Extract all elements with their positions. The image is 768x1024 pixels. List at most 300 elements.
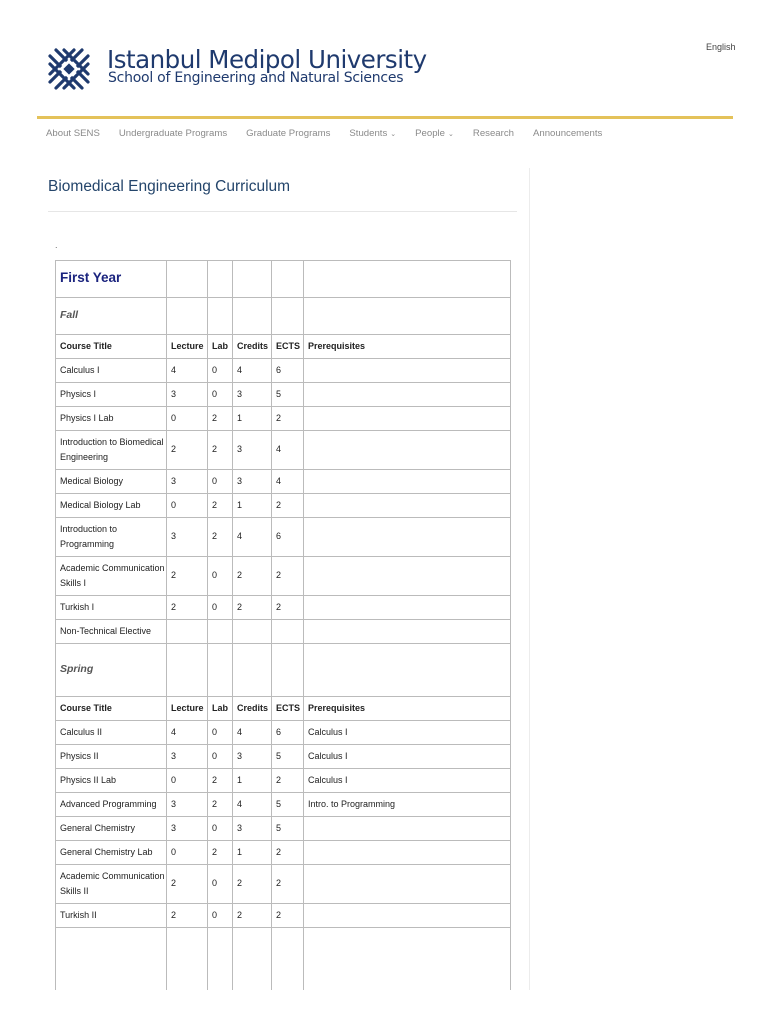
- table-cell: [167, 298, 208, 335]
- table-cell: [233, 745, 272, 769]
- table-cell: [56, 841, 167, 865]
- table-cell: [233, 383, 272, 407]
- table-cell: [167, 928, 208, 998]
- cell-text: 2: [237, 570, 243, 581]
- cell-text: 2: [171, 444, 177, 455]
- cell-text: 4: [276, 475, 282, 486]
- cell-text: 2: [276, 570, 282, 581]
- table-row: [56, 431, 511, 470]
- table-cell: [304, 644, 511, 697]
- table-cell: [304, 620, 511, 644]
- title-divider: [48, 211, 517, 212]
- cell-text: ECTS: [276, 702, 301, 713]
- cell-text: Calculus I: [308, 774, 348, 785]
- table-cell: [56, 261, 167, 298]
- table-cell: [167, 494, 208, 518]
- table-cell: [56, 494, 167, 518]
- table-cell: [272, 928, 304, 998]
- cell-text: 2: [212, 774, 218, 785]
- cell-text: 2: [212, 531, 218, 542]
- cell-text: 2: [276, 909, 282, 920]
- cell-text: Credits: [237, 702, 269, 713]
- table-row: [56, 817, 511, 841]
- cell-text: 5: [276, 388, 282, 399]
- table-cell: [272, 841, 304, 865]
- cell-text: 1: [237, 499, 243, 510]
- table-cell: [233, 841, 272, 865]
- table-row: [56, 865, 511, 904]
- viewport-bottom: [0, 990, 768, 1024]
- table-cell: [304, 335, 511, 359]
- table-cell: [304, 298, 511, 335]
- cell-text: 2: [276, 878, 282, 889]
- cell-text: 4: [171, 726, 177, 737]
- table-row: [56, 769, 511, 793]
- table-cell: [167, 518, 208, 557]
- cell-text: 0: [171, 774, 177, 785]
- cell-text: 0: [171, 412, 177, 423]
- table-cell: [304, 494, 511, 518]
- cell-text: 6: [276, 364, 282, 375]
- cell-text: 3: [171, 822, 177, 833]
- table-cell: [272, 817, 304, 841]
- table-row: [56, 841, 511, 865]
- cell-text: Turkish II: [60, 909, 97, 920]
- cell-text: 2: [276, 774, 282, 785]
- table-cell: [56, 793, 167, 817]
- cell-text: 0: [212, 570, 218, 581]
- nav-label: Undergraduate Programs: [118, 128, 228, 139]
- table-row: [56, 596, 511, 620]
- table-cell: [233, 817, 272, 841]
- table-cell: [233, 904, 272, 928]
- cell-text: 4: [171, 364, 177, 375]
- table-cell: [272, 407, 304, 431]
- table-cell: [208, 383, 233, 407]
- table-cell: [272, 557, 304, 596]
- cell-text: 2: [212, 412, 218, 423]
- table-cell: [233, 518, 272, 557]
- cell-text: 4: [237, 531, 243, 542]
- cell-text: 0: [212, 601, 218, 612]
- nav-label: About SENS: [46, 128, 100, 139]
- table-cell: [233, 620, 272, 644]
- header-divider: [37, 116, 733, 119]
- table-cell: [304, 431, 511, 470]
- table-cell: [272, 261, 304, 298]
- table-cell: [167, 431, 208, 470]
- table-cell: [272, 596, 304, 620]
- table-cell: [233, 769, 272, 793]
- table-cell: [208, 620, 233, 644]
- nav-item-students[interactable]: [349, 128, 396, 146]
- cell-text: Lecture: [171, 340, 204, 351]
- table-cell: [233, 431, 272, 470]
- cell-text: 0: [171, 499, 177, 510]
- cell-text: Prerequisites: [308, 702, 366, 713]
- cell-text: 0: [212, 909, 218, 920]
- table-cell: [272, 865, 304, 904]
- sidebar-divider: [529, 168, 530, 990]
- cell-text: 3: [237, 388, 243, 399]
- table-row: [56, 928, 511, 998]
- cell-text: Fall: [60, 309, 79, 322]
- cell-text: 1: [237, 774, 243, 785]
- cell-text: Course Title: [60, 340, 112, 351]
- university-name[interactable]: Istanbul Medipol University: [107, 45, 427, 74]
- table-cell: [56, 865, 167, 904]
- cell-text: ECTS: [276, 340, 301, 351]
- cell-text: 4: [237, 364, 243, 375]
- cell-text: Calculus II: [60, 726, 103, 737]
- table-cell: [208, 817, 233, 841]
- table-row: [56, 470, 511, 494]
- table-cell: [233, 596, 272, 620]
- table-cell: [167, 644, 208, 697]
- cell-text: 1: [237, 412, 243, 423]
- table-cell: [167, 470, 208, 494]
- cell-text: Credits: [237, 340, 269, 351]
- table-cell: [304, 928, 511, 998]
- cell-text: 6: [276, 726, 282, 737]
- table-cell: [167, 769, 208, 793]
- semester-row: [56, 644, 511, 697]
- table-row: [56, 494, 511, 518]
- cell-text: 2: [212, 499, 218, 510]
- nav-item-people[interactable]: [415, 128, 454, 146]
- cell-text: 2: [276, 412, 282, 423]
- cell-text: Advanced Programming: [60, 798, 157, 809]
- cell-text: 3: [171, 531, 177, 542]
- nav-label: Announcements: [532, 128, 603, 139]
- table-cell: [56, 817, 167, 841]
- table-cell: [56, 644, 167, 697]
- cell-text: 0: [212, 822, 218, 833]
- table-cell: [304, 745, 511, 769]
- table-cell: [304, 383, 511, 407]
- table-cell: [272, 721, 304, 745]
- nav-label: Research: [472, 128, 514, 139]
- table-cell: [208, 841, 233, 865]
- table-cell: [272, 335, 304, 359]
- table-cell: [208, 928, 233, 998]
- table-cell: [208, 298, 233, 335]
- cell-text: Physics I: [60, 388, 97, 399]
- cell-text: 2: [212, 846, 218, 857]
- cell-text: 3: [171, 750, 177, 761]
- table-cell: [167, 745, 208, 769]
- chevron-down-icon: ⌄: [448, 131, 454, 138]
- page-title: Biomedical Engineering Curriculum: [48, 178, 291, 195]
- cell-text: 0: [212, 726, 218, 737]
- table-cell: [272, 745, 304, 769]
- cell-text: 3: [171, 798, 177, 809]
- table-cell: [208, 596, 233, 620]
- semester-row: [56, 298, 511, 335]
- cell-text: 5: [276, 798, 282, 809]
- table-cell: [272, 494, 304, 518]
- table-cell: [167, 359, 208, 383]
- cell-text: 3: [237, 822, 243, 833]
- cell-text: Medical Biology: [60, 475, 124, 486]
- table-cell: [272, 644, 304, 697]
- year-row: [56, 261, 511, 298]
- table-cell: [208, 769, 233, 793]
- table-cell: [233, 335, 272, 359]
- table-cell: [56, 596, 167, 620]
- cell-text: Academic Communication Skills I: [60, 562, 165, 588]
- table-row: [56, 793, 511, 817]
- cell-text: Spring: [60, 663, 94, 676]
- table-cell: [167, 261, 208, 298]
- table-row: [56, 383, 511, 407]
- table-cell: [208, 261, 233, 298]
- table-cell: [233, 407, 272, 431]
- table-cell: [167, 865, 208, 904]
- cell-text: 3: [171, 475, 177, 486]
- cell-text: 2: [237, 878, 243, 889]
- table-cell: [304, 841, 511, 865]
- cell-text: Intro. to Programming: [308, 798, 396, 809]
- table-cell: [233, 359, 272, 383]
- cell-text: 3: [237, 750, 243, 761]
- table-cell: [56, 431, 167, 470]
- table-cell: [272, 431, 304, 470]
- table-cell: [272, 470, 304, 494]
- cell-text: General Chemistry Lab: [60, 846, 153, 857]
- table-cell: [304, 470, 511, 494]
- table-cell: [233, 261, 272, 298]
- cell-text: Medical Biology Lab: [60, 499, 141, 510]
- cell-text: 4: [276, 444, 282, 455]
- chevron-down-icon: ⌄: [390, 131, 397, 138]
- table-cell: [304, 557, 511, 596]
- cell-text: Calculus I: [308, 726, 348, 737]
- table-cell: [233, 721, 272, 745]
- table-cell: [272, 769, 304, 793]
- cell-text: 4: [237, 798, 243, 809]
- table-cell: [167, 841, 208, 865]
- cell-text: Physics I Lab: [60, 412, 114, 423]
- cell-text: 0: [212, 388, 218, 399]
- cell-text: Lab: [212, 702, 229, 713]
- cell-text: Lecture: [171, 702, 204, 713]
- cell-text: 0: [212, 364, 218, 375]
- table-cell: [304, 261, 511, 298]
- nav-item-undergraduate-programs[interactable]: [119, 128, 227, 146]
- table-cell: [304, 596, 511, 620]
- table-cell: [167, 697, 208, 721]
- table-cell: [304, 721, 511, 745]
- cell-text: 5: [276, 822, 282, 833]
- main-navigation: [37, 128, 612, 146]
- table-cell: [208, 721, 233, 745]
- table-cell: [272, 904, 304, 928]
- table-cell: [56, 745, 167, 769]
- table-cell: [304, 817, 511, 841]
- table-cell: [208, 644, 233, 697]
- cell-text: 2: [237, 909, 243, 920]
- table-cell: [167, 407, 208, 431]
- cell-text: 0: [212, 475, 218, 486]
- table-cell: [208, 431, 233, 470]
- table-cell: [304, 359, 511, 383]
- table-cell: [56, 620, 167, 644]
- cell-text: Course Title: [60, 702, 112, 713]
- cell-text: 2: [171, 909, 177, 920]
- nav-item-announcements[interactable]: [533, 128, 602, 146]
- table-cell: [233, 793, 272, 817]
- cell-text: 2: [276, 601, 282, 612]
- table-row: [56, 407, 511, 431]
- table-cell: [233, 494, 272, 518]
- cell-text: 2: [237, 601, 243, 612]
- nav-item-about-sens[interactable]: [46, 128, 100, 146]
- cell-text: 2: [276, 499, 282, 510]
- language-switch-link[interactable]: English: [706, 42, 736, 52]
- table-cell: [208, 865, 233, 904]
- table-cell: [208, 745, 233, 769]
- nav-item-research[interactable]: [473, 128, 514, 146]
- cell-text: Introduction to Programming: [60, 523, 118, 549]
- table-cell: [56, 407, 167, 431]
- table-cell: [167, 793, 208, 817]
- table-cell: [167, 335, 208, 359]
- table-cell: [304, 518, 511, 557]
- bullet-text: .: [55, 240, 58, 250]
- table-row: [56, 518, 511, 557]
- cell-text: 2: [171, 601, 177, 612]
- cell-text: Calculus I: [308, 750, 348, 761]
- table-cell: [233, 865, 272, 904]
- cell-text: 2: [212, 798, 218, 809]
- table-row: [56, 557, 511, 596]
- cell-text: 4: [237, 726, 243, 737]
- nav-item-graduate-programs[interactable]: [246, 128, 330, 146]
- table-cell: [272, 697, 304, 721]
- table-cell: [56, 769, 167, 793]
- cell-text: 3: [171, 388, 177, 399]
- table-cell: [208, 470, 233, 494]
- cell-text: 6: [276, 531, 282, 542]
- table-cell: [233, 697, 272, 721]
- cell-text: 2: [171, 878, 177, 889]
- table-cell: [167, 721, 208, 745]
- table-cell: [272, 620, 304, 644]
- table-cell: [304, 865, 511, 904]
- table-cell: [56, 470, 167, 494]
- cell-text: Physics II: [60, 750, 99, 761]
- table-row: [56, 745, 511, 769]
- table-cell: [233, 298, 272, 335]
- table-cell: [304, 904, 511, 928]
- table-cell: [56, 383, 167, 407]
- cell-text: Academic Communication Skills II: [60, 870, 165, 896]
- cell-text: 0: [171, 846, 177, 857]
- table-cell: [304, 793, 511, 817]
- table-cell: [208, 335, 233, 359]
- nav-label: People: [415, 128, 446, 139]
- table-cell: [233, 928, 272, 998]
- table-cell: [208, 518, 233, 557]
- cell-text: Prerequisites: [308, 340, 366, 351]
- nav-label: Graduate Programs: [246, 128, 331, 139]
- table-cell: [167, 620, 208, 644]
- table-cell: [233, 644, 272, 697]
- table-cell: [56, 298, 167, 335]
- table-cell: [272, 359, 304, 383]
- table-cell: [208, 697, 233, 721]
- table-cell: [167, 596, 208, 620]
- cell-text: 5: [276, 750, 282, 761]
- table-cell: [167, 904, 208, 928]
- table-cell: [304, 769, 511, 793]
- cell-text: Physics II Lab: [60, 774, 117, 785]
- table-cell: [56, 359, 167, 383]
- cell-text: Lab: [212, 340, 229, 351]
- table-row: [56, 620, 511, 644]
- table-cell: [208, 904, 233, 928]
- cell-text: Introduction to Biomedical Engineering: [60, 436, 164, 462]
- cell-text: First Year: [60, 270, 122, 286]
- table-cell: [272, 383, 304, 407]
- cell-text: 0: [212, 750, 218, 761]
- cell-text: 1: [237, 846, 243, 857]
- table-cell: [167, 557, 208, 596]
- table-cell: [167, 383, 208, 407]
- cell-text: 2: [276, 846, 282, 857]
- table-cell: [272, 793, 304, 817]
- cell-text: 3: [237, 475, 243, 486]
- column-header-row: [56, 335, 511, 359]
- table-cell: [233, 470, 272, 494]
- cell-text: 2: [212, 444, 218, 455]
- table-cell: [208, 359, 233, 383]
- school-name[interactable]: School of Engineering and Natural Sciences: [108, 70, 404, 86]
- table-cell: [56, 904, 167, 928]
- cell-text: 3: [237, 444, 243, 455]
- cell-text: 0: [212, 878, 218, 889]
- table-row: [56, 721, 511, 745]
- cell-text: General Chemistry: [60, 822, 136, 833]
- table-cell: [56, 518, 167, 557]
- table-row: [56, 359, 511, 383]
- table-cell: [304, 407, 511, 431]
- table-cell: [208, 557, 233, 596]
- table-cell: [56, 697, 167, 721]
- table-cell: [233, 557, 272, 596]
- cell-text: Turkish I: [60, 601, 95, 612]
- university-logo-icon[interactable]: [44, 44, 94, 94]
- table-cell: [272, 298, 304, 335]
- table-cell: [208, 494, 233, 518]
- table-cell: [56, 335, 167, 359]
- table-cell: [304, 697, 511, 721]
- column-header-row: [56, 697, 511, 721]
- cell-text: Non-Technical Elective: [60, 625, 152, 636]
- nav-label: Students: [349, 128, 388, 139]
- table-cell: [56, 557, 167, 596]
- table-cell: [208, 793, 233, 817]
- table-cell: [208, 407, 233, 431]
- table-cell: [167, 817, 208, 841]
- cell-text: Calculus I: [60, 364, 100, 375]
- table-cell: [56, 721, 167, 745]
- table-cell: [272, 518, 304, 557]
- curriculum-table: [55, 260, 511, 998]
- table-cell: [56, 928, 167, 998]
- table-row: [56, 904, 511, 928]
